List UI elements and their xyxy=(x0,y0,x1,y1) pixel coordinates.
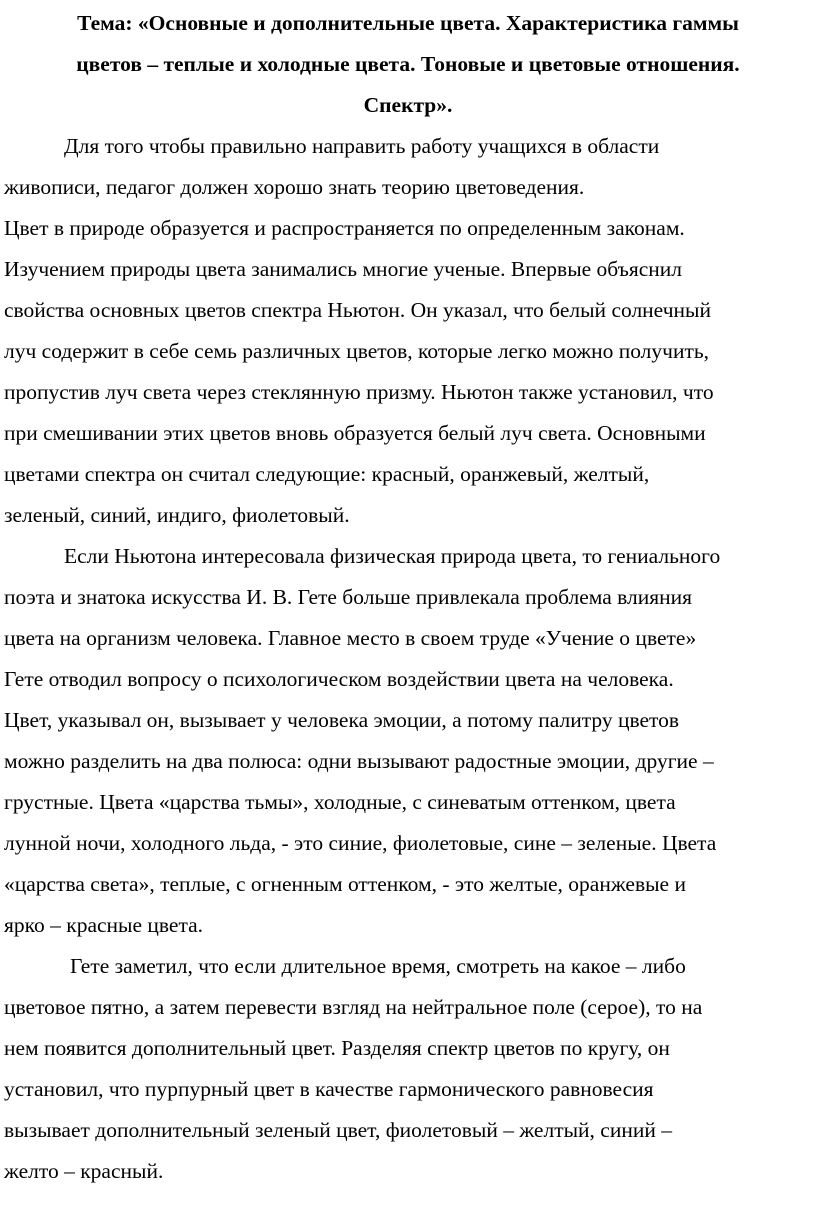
text-line: грустные. Цвета «царства тьмы», холодные, с синеватым оттенком, цвета xyxy=(4,790,676,814)
text-line: «царства света», теплые, с огненным оттенком, - это желтые, оранжевые и xyxy=(4,872,686,896)
paragraph-1 xyxy=(4,126,812,536)
text-line: Гете отводил вопросу о психологическом воздействии цвета на человека. xyxy=(4,667,674,691)
title-line: Спектр». xyxy=(363,93,453,117)
text-line: Цвет, указывал он, вызывает у человека эмоции, а потому палитру цветов xyxy=(4,708,680,732)
text-line: вызывает дополнительный зеленый цвет, фиолетовый – желтый, синий – xyxy=(4,1118,672,1142)
text-line: при смешивании этих цветов вновь образуется белый луч света. Основными xyxy=(4,421,706,445)
text-line: Изучением природы цвета занимались многие ученые. Впервые объяснил xyxy=(4,257,683,281)
text-line: поэта и знатока искусства И. В. Гете больше привлекала проблема влияния xyxy=(4,585,693,609)
text-line: ярко – красные цвета. xyxy=(4,913,204,937)
text-line: Гете заметил, что если длительное время, смотреть на какое – либо xyxy=(70,954,686,978)
text-line: живописи, педагог должен хорошо знать теорию цветоведения. xyxy=(4,175,585,199)
text-line: Цвет в природе образуется и распространяется по определенным законам. xyxy=(4,216,685,240)
text-line: лунной ночи, холодного льда, - это синие, фиолетовые, сине – зеленые. Цвета xyxy=(4,831,717,855)
text-line: можно разделить на два полюса: одни вызывают радостные эмоции, другие – xyxy=(4,749,714,773)
text-line: пропустив луч света через стеклянную призму. Ньютон также установил, что xyxy=(4,380,714,404)
paragraph-3 xyxy=(4,946,812,1192)
text-line: Для того чтобы правильно направить работу учащихся в области xyxy=(64,134,660,158)
title-line: Тема: «Основные и дополнительные цвета. Характеристика гаммы xyxy=(77,11,739,35)
text-line: цветами спектра он считал следующие: красный, оранжевый, желтый, xyxy=(4,462,650,486)
text-line: цвета на организм человека. Главное место в своем труде «Учение о цвете» xyxy=(4,626,697,650)
title-line: цветов – теплые и холодные цвета. Тоновые и цветовые отношения. xyxy=(76,52,740,76)
paragraph-2 xyxy=(4,536,812,946)
text-line: луч содержит в себе семь различных цветов, которые легко можно получить, xyxy=(4,339,710,363)
text-line: желто – красный. xyxy=(4,1159,164,1183)
text-line: цветовое пятно, а затем перевести взгляд на нейтральное поле (серое), то на xyxy=(4,995,703,1019)
text-line: Если Ньютона интересовала физическая природа цвета, то гениального xyxy=(64,544,721,568)
text-line: установил, что пурпурный цвет в качестве гармонического равновесия xyxy=(4,1077,654,1101)
document-title xyxy=(4,3,812,126)
text-line: зеленый, синий, индиго, фиолетовый. xyxy=(4,503,350,527)
text-line: свойства основных цветов спектра Ньютон. Он указал, что белый солнечный xyxy=(4,298,711,322)
text-line: нем появится дополнительный цвет. Разделяя спектр цветов по кругу, он xyxy=(4,1036,670,1060)
